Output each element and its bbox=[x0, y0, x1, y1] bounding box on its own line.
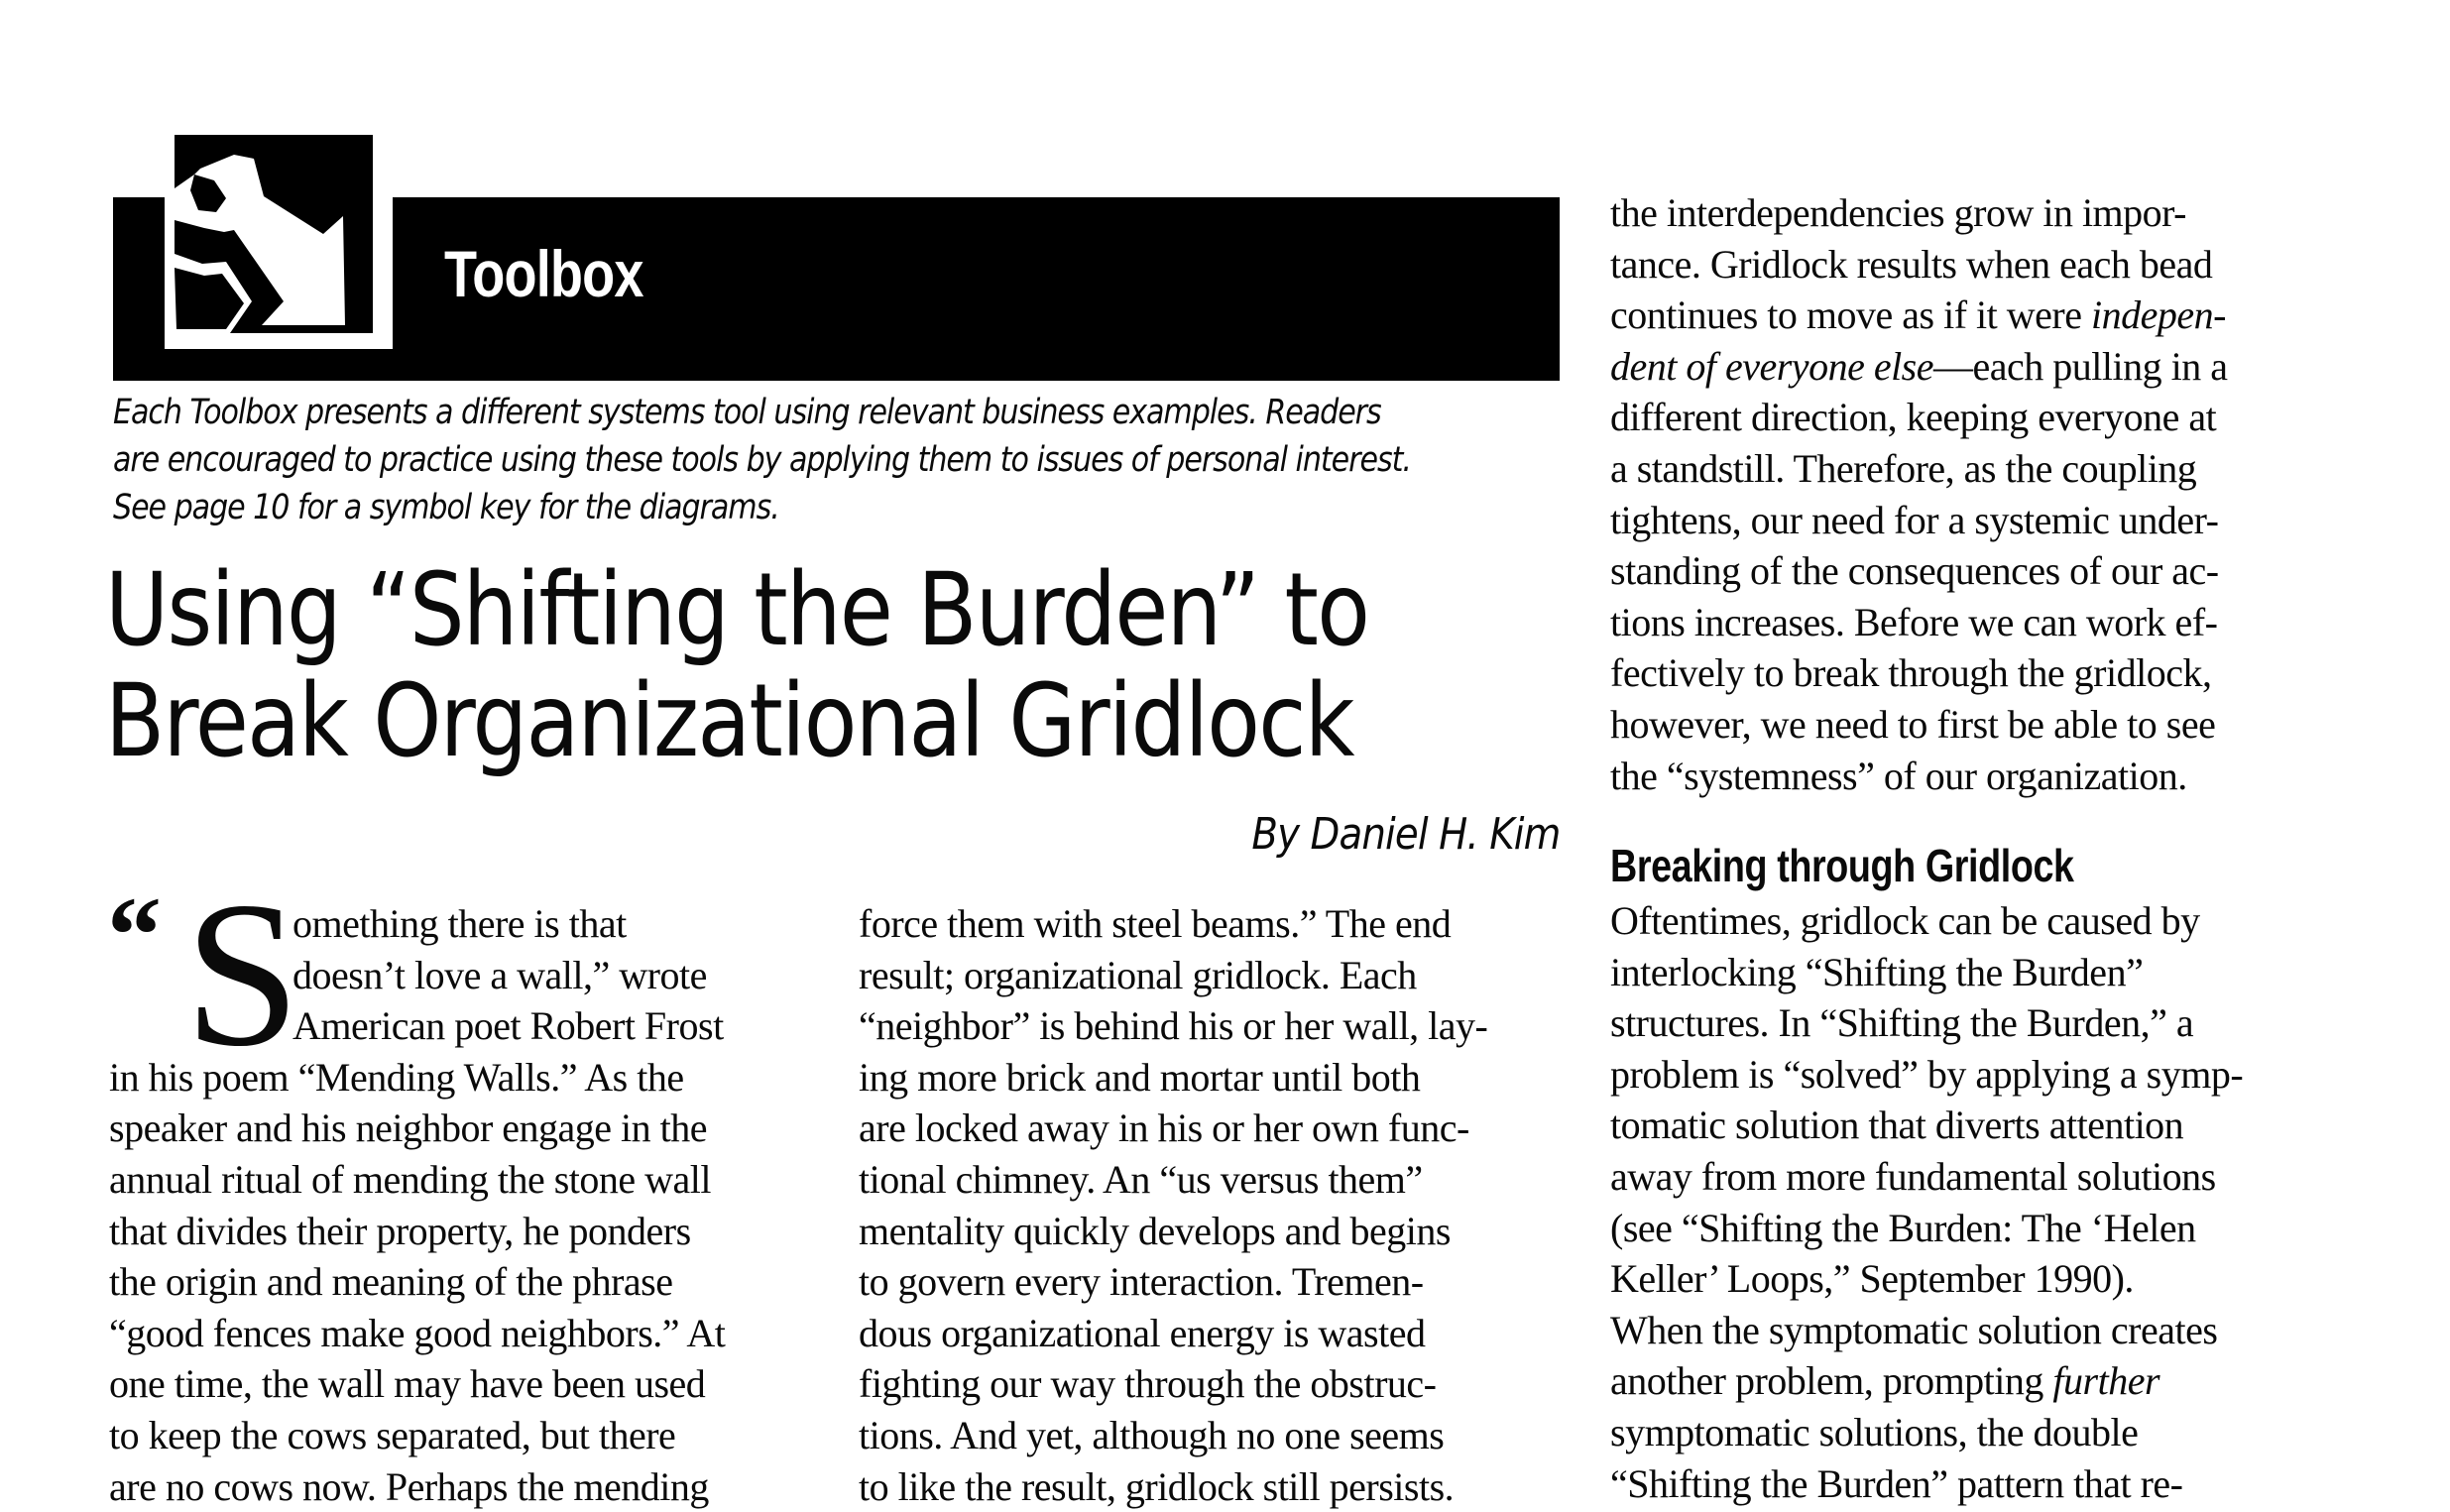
body-line: American poet Robert Frost bbox=[292, 1003, 724, 1049]
body-line: tance. Gridlock results when each bead bbox=[1610, 241, 2213, 287]
body-column-1 bbox=[109, 898, 725, 1512]
body-line bbox=[1610, 341, 2227, 393]
body-column-3 bbox=[1610, 187, 2227, 801]
article-title bbox=[105, 551, 1369, 780]
body-line: “neighbor” is behind his or her wall, lay- bbox=[859, 1003, 1488, 1049]
body-line: that divides their property, he ponders bbox=[109, 1208, 691, 1253]
wrench-in-box-icon bbox=[165, 135, 393, 349]
body-line: doesn’t love a wall,” wrote bbox=[292, 952, 707, 997]
body-line: When the symptomatic solution creates bbox=[1610, 1307, 2218, 1352]
body-line: one time, the wall may have been used bbox=[109, 1361, 706, 1407]
body-line: to keep the cows separated, but there bbox=[109, 1412, 676, 1457]
toolbox-intro-caption bbox=[113, 389, 1411, 531]
body-line: Keller’ Loops,” September 1990). bbox=[1610, 1256, 2134, 1302]
body-line: fectively to break through the gridlock, bbox=[1610, 650, 2212, 696]
body-line: different direction, keeping everyone at bbox=[1610, 395, 2217, 440]
body-line: dous organizational energy is wasted bbox=[859, 1310, 1426, 1355]
body-line: tions. And yet, although no one seems bbox=[859, 1412, 1445, 1457]
section-subheading: Breaking through Gridlock bbox=[1610, 840, 2074, 891]
emphasis-run: dent of everyone else bbox=[1610, 343, 1934, 389]
caption-line: Each Toolbox presents a different systems tool using relevant business examples. Readers bbox=[113, 393, 1381, 432]
body-line: ing more brick and mortar until both bbox=[859, 1054, 1421, 1100]
body-line: interlocking “Shifting the Burden” bbox=[1610, 949, 2144, 994]
body-line: fighting our way through the obstruc- bbox=[859, 1361, 1437, 1407]
text-run: —each pulling in a bbox=[1933, 343, 2228, 389]
emphasis-run: further bbox=[2052, 1358, 2160, 1404]
section-label: Toolbox bbox=[444, 237, 643, 310]
byline: By Daniel H. Kim bbox=[1250, 809, 1560, 860]
body-line: “good fences make good neighbors.” At bbox=[109, 1310, 726, 1355]
body-line: Oftentimes, gridlock can be caused by bbox=[1610, 898, 2200, 943]
body-line: result; organizational gridlock. Each bbox=[859, 952, 1417, 997]
body-line: tional chimney. An “us versus them” bbox=[859, 1156, 1423, 1202]
body-line: standing of the consequences of our ac- bbox=[1610, 548, 2219, 594]
body-line: away from more fundamental solutions bbox=[1610, 1153, 2216, 1199]
body-line: the interdependencies grow in impor- bbox=[1610, 190, 2187, 235]
body-column-3-continued bbox=[1610, 895, 2243, 1509]
body-line: are no cows now. Perhaps the mending bbox=[109, 1463, 709, 1509]
body-line: tightens, our need for a systemic under- bbox=[1610, 497, 2219, 542]
text-run: another problem, prompting bbox=[1610, 1358, 2053, 1404]
body-line: structures. In “Shifting the Burden,” a bbox=[1610, 1000, 2194, 1046]
caption-line: See page 10 for a symbol key for the diagrams. bbox=[113, 488, 779, 527]
dropcap-quote: “ bbox=[107, 874, 162, 995]
title-line: Using “Shifting the Burden” to bbox=[105, 551, 1369, 669]
body-column-2 bbox=[859, 898, 1487, 1512]
body-line: to like the result, gridlock still persists. bbox=[859, 1463, 1455, 1509]
body-line: speaker and his neighbor engage in the bbox=[109, 1105, 708, 1151]
body-line: are locked away in his or her own func- bbox=[859, 1105, 1469, 1151]
body-line: mentality quickly develops and begins bbox=[859, 1208, 1451, 1253]
body-line: however, we need to first be able to see bbox=[1610, 701, 2216, 747]
body-line: omething there is that bbox=[292, 901, 627, 946]
title-line: Break Organizational Gridlock bbox=[105, 662, 1353, 780]
body-line: problem is “solved” by applying a symp- bbox=[1610, 1051, 2244, 1097]
body-line: symptomatic solutions, the double bbox=[1610, 1409, 2139, 1454]
body-line: the origin and meaning of the phrase bbox=[109, 1259, 673, 1305]
text-run: continues to move as if it were bbox=[1610, 292, 2091, 338]
emphasis-run: indepen- bbox=[2090, 292, 2226, 338]
body-line: “Shifting the Burden” pattern that re- bbox=[1610, 1460, 2183, 1506]
body-line: a standstill. Therefore, as the coupling bbox=[1610, 445, 2197, 491]
body-line: in his poem “Mending Walls.” As the bbox=[109, 1054, 684, 1100]
body-line: the “systemness” of our organization. bbox=[1610, 753, 2187, 798]
dropcap-letter: S bbox=[184, 860, 300, 1090]
body-line: to govern every interaction. Tremen- bbox=[859, 1259, 1424, 1305]
body-line bbox=[1610, 1355, 2243, 1407]
body-line: tions increases. Before we can work ef- bbox=[1610, 599, 2218, 644]
body-line: force them with steel beams.” The end bbox=[859, 901, 1452, 946]
caption-line: are encouraged to practice using these tools by applying them to issues of personal interest. bbox=[113, 440, 1411, 480]
body-line: tomatic solution that diverts attention bbox=[1610, 1103, 2184, 1148]
body-line: (see “Shifting the Burden: The ‘Helen bbox=[1610, 1205, 2196, 1250]
body-line: annual ritual of mending the stone wall bbox=[109, 1156, 712, 1202]
body-line bbox=[1610, 290, 2227, 341]
